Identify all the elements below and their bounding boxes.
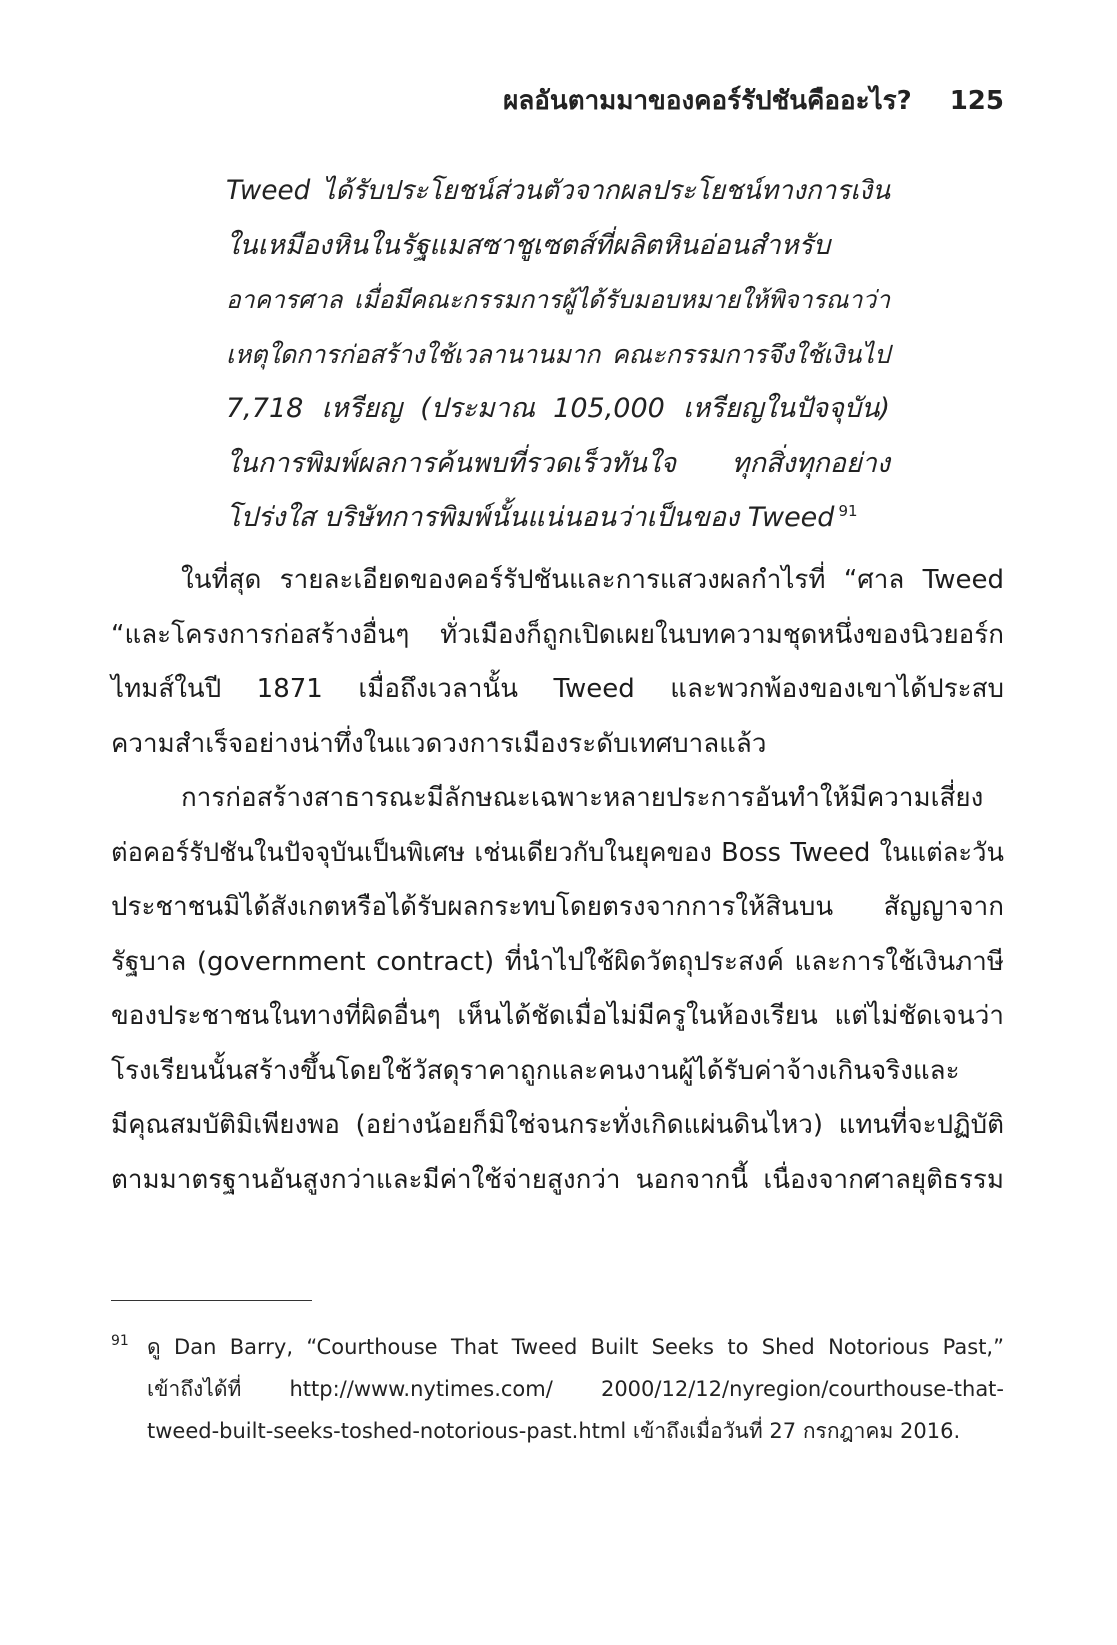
paragraph-line: ในที่สุด รายละเอียดของคอร์รัปชันและการแสวงผลกำไรที่ “ศาล Tweed bbox=[181, 565, 1004, 595]
paragraph-line: ประชาชนมิได้สังเกตหรือได้รับผลกระทบโดยตรงจากการให้สินบน สัญญาจาก bbox=[111, 892, 1004, 922]
footnote-divider bbox=[111, 1300, 312, 1301]
running-header bbox=[110, 80, 1004, 121]
body-text bbox=[111, 553, 1004, 1207]
paragraph-line: “และโครงการก่อสร้างอื่นๆ ทั่วเมืองก็ถูกเปิดเผยในบทความชุดหนึ่งของนิวยอร์ก bbox=[111, 619, 1004, 650]
paragraph-line: ต่อคอร์รัปชันในปัจจุบันเป็นพิเศษ เช่นเดียวกับในยุคของ Boss Tweed ในแต่ละวัน bbox=[111, 837, 1004, 868]
paragraph-line: ไทมส์ในปี 1871 เมื่อถึงเวลานั้น Tweed และพวกพ้องของเขาได้ประสบ bbox=[111, 674, 1004, 704]
quote-line: ในการพิมพ์ผลการค้นพบที่รวดเร็วทันใจ ทุกสิ่งทุกอย่าง bbox=[226, 447, 890, 479]
quote-line: เหตุใดการก่อสร้างใช้เวลานานมาก คณะกรรมการจึงใช้เงินไป bbox=[226, 339, 890, 369]
footnote-reference: 91 bbox=[838, 502, 858, 520]
paragraph-line: โรงเรียนนั้นสร้างขึ้นโดยใช้วัสดุราคาถูกและคนงานผู้ได้รับค่าจ้างเกินจริงและ bbox=[111, 1055, 960, 1086]
page-number: 125 bbox=[949, 86, 1004, 116]
paragraph-line: ตามมาตรฐานอันสูงกว่าและมีค่าใช้จ่ายสูงกว่า นอกจากนี้ เนื่องจากศาลยุติธรรม bbox=[111, 1164, 1004, 1195]
quote-line-last bbox=[226, 491, 890, 546]
footnote-line: ดู Dan Barry, “Courthouse That Tweed Built Seeks to Shed Notorious Past,” bbox=[147, 1335, 1004, 1359]
paragraph-line: มีคุณสมบัติมิเพียงพอ (อย่างน้อยก็มิใช่จนกระทั่งเกิดแผ่นดินไหว) แทนที่จะปฏิบัติ bbox=[111, 1110, 1004, 1140]
chapter-title: ผลอันตามมาของคอร์รัปชันคืออะไร? bbox=[503, 86, 912, 116]
paragraph-line: ความสำเร็จอย่างน่าทึ่งในแวดวงการเมืองระดับเทศบาลแล้ว bbox=[111, 728, 767, 759]
footnote-line: เข้าถึงได้ที่ http://www.nytimes.com/ 2000/12/12/nyregion/courthouse-that- bbox=[147, 1377, 1004, 1401]
quote-line: อาคารศาล เมื่อมีคณะกรรมการผู้ได้รับมอบหมายให้พิจารณาว่า bbox=[226, 285, 890, 314]
quote-line: ในเหมืองหินในรัฐแมสซาชูเซตส์ที่ผลิตหินอ่อนสำหรับ bbox=[226, 229, 831, 261]
block-quote bbox=[226, 164, 890, 546]
quote-line: 7,718 เหรียญ (ประมาณ 105,000 เหรียญในปัจจุบัน) bbox=[226, 393, 890, 424]
paragraph-line: ของประชาชนในทางที่ผิดอื่นๆ เห็นได้ชัดเมื่อไม่มีครูในห้องเรียน แต่ไม่ชัดเจนว่า bbox=[111, 1001, 1004, 1031]
paragraph-line: รัฐบาล (government contract) ที่นำไปใช้ผิดวัตถุประสงค์ และการใช้เงินภาษี bbox=[111, 946, 1004, 977]
footnote-number: 91 bbox=[111, 1333, 129, 1349]
quote-line: Tweed ได้รับประโยชน์ส่วนตัวจากผลประโยชน์ทางการเงิน bbox=[226, 176, 890, 206]
paragraph-line: การก่อสร้างสาธารณะมีลักษณะเฉพาะหลายประการอันทำให้มีความเสี่ยง bbox=[181, 783, 984, 813]
footnote-body bbox=[147, 1326, 1004, 1452]
quote-line-text: โปร่งใส บริษัทการพิมพ์นั้นแน่นอนว่าเป็นของ Tweed bbox=[226, 502, 835, 533]
footnote-line: tweed-built-seeks-toshed-notorious-past.html เข้าถึงเมื่อวันที่ 27 กรกฎาคม 2016. bbox=[147, 1419, 961, 1443]
